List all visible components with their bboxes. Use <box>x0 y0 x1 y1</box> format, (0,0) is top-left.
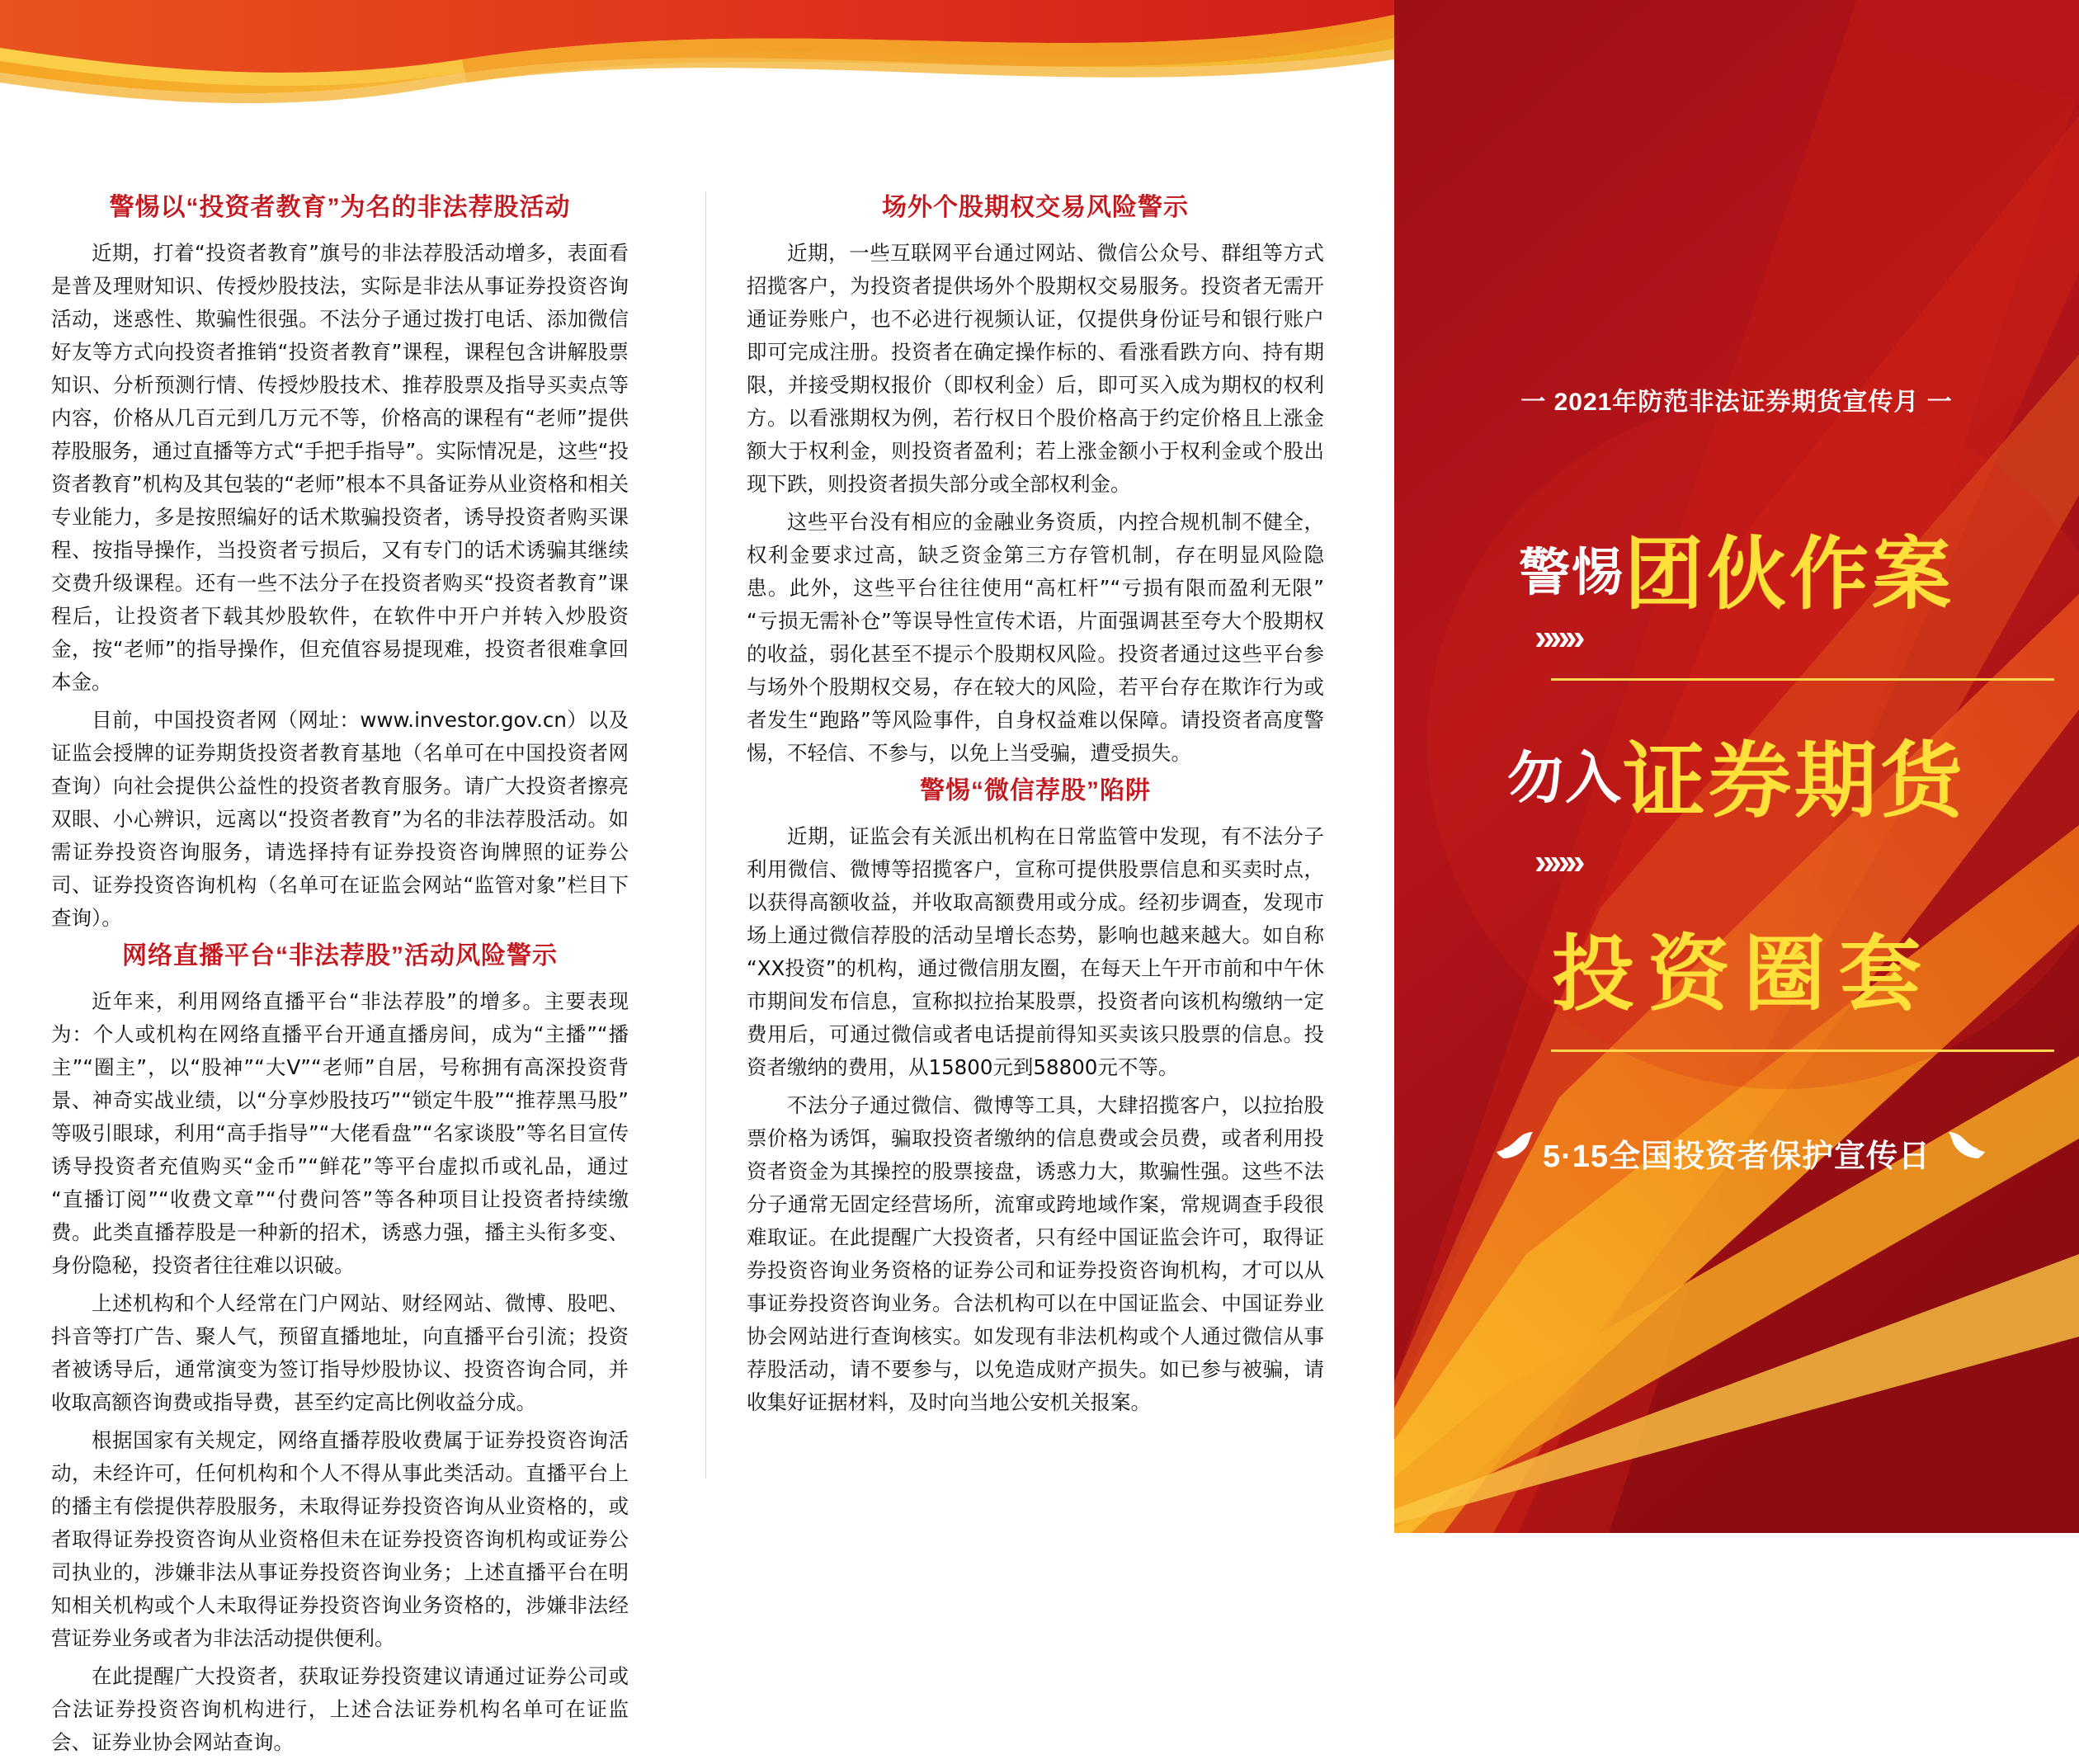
top-ribbon-decoration <box>0 0 1394 165</box>
paragraph: 上述机构和个人经常在门户网站、财经网站、微博、股吧、抖音等打广告、聚人气，预留直播地址，向直播平台引流；投资者被诱导后，通常演变为签订指导炒股协议、投资咨询合同，并收取高额咨询费或指导费，甚至约定高比例收益分成。 <box>51 1291 629 1414</box>
section-heading-4: 警惕“微信荐股”陷阱 <box>920 777 1151 804</box>
column-divider <box>705 191 706 1479</box>
paragraph: 在此提醒广大投资者，获取证券投资建议请通过证券公司或合法证券投资咨询机构进行，上述合法证券机构名单可在证监会、证券业协会网站查询。 <box>51 1664 629 1754</box>
paragraph: 近年来，利用网络直播平台“非法荐股”的增多。主要表现为：个人或机构在网络直播平台开通直播房间，成为“主播”“播主”“圈主”，以“股神”“大V”“老师”自居，号称拥有高深投资背景、神奇实战业绩，以“分享炒股技巧”“锁定牛股”“推荐黑马股”等吸引眼球，利用“高手指导”“大佬看盘”“名家谈股”等名目宣传诱导投资者充值购买“金币”“鲜花”等平台虚拟币或礼品，通过“直播订阅”“收费文章”“付费问答”等各种项目让投资者持续缴费。此类直播荐股是一种新的招术，诱惑力强，播主头衔多变、身份隐秘，投资者往往难以识破。 <box>51 989 629 1277</box>
poster-headline-2-small: 勿入 <box>1506 747 1623 810</box>
paragraph: 不法分子通过微信、微博等工具，大肆招揽客户，以拉抬股票价格为诱饵，骗取投资者缴纳的信息费或会员费，或者利用投资者资金为其操控的股票接盘，诱惑力大，欺骗性强。这些不法分子通常无固定经营场所，流窜或跨地域作案，常规调查手段很难取证。在此提醒广大投资者，只有经中国证监会许可，取得证券投资咨询业务资格的证券公司和证券投资咨询机构，才可以从事证券投资咨询业务。合法机构可以在中国证监会、中国证券业协会网站进行查询核实。如发现有非法机构或个人通过微信从事荐股活动，请不要参与，以免造成财产损失。如已参与被骗，请收集好证据材料，及时向当地公安机关报案。 <box>747 1093 1324 1414</box>
text-column-2 <box>747 191 1324 1424</box>
section-heading-3: 场外个股期权交易风险警示 <box>882 194 1189 221</box>
poster-panel <box>1394 0 2079 1533</box>
poster-headline-1-big: 团伙作案 <box>1624 531 1954 619</box>
paragraph: 根据国家有关规定，网络直播荐股收费属于证券投资咨询活动，未经许可，任何机构和个人不得从事此类活动。直播平台上的播主有偿提供荐股服务，未取得证券投资咨询从业资格的，或者取得证券投资咨询从业资格但未在证券投资咨询机构或证券公司执业的，涉嫌非法从事证券投资咨询业务；上述直播平台在明知相关机构或个人未取得证券投资咨询业务资格的，涉嫌非法经营证券业务或者为非法活动提供便利。 <box>51 1428 629 1650</box>
paragraph: 近期，一些互联网平台通过网站、微信公众号、群组等方式招揽客户，为投资者提供场外个股期权交易服务。投资者无需开通证券账户，也不必进行视频认证，仅提供身份证号和银行账户即可完成注册。投资者在确定操作标的、看涨看跌方向、持有期限，并接受期权报价（即权利金）后，即可买入成为期权的权利方。以看涨期权为例，若行权日个股价格高于约定价格且上涨金额大于权利金，则投资者盈利；若上涨金额小于权利金或个股出现下跌，则投资者损失部分或全部权利金。 <box>747 241 1324 496</box>
poster-headline-1-small: 警惕 <box>1518 545 1624 601</box>
poster-headline-line-2 <box>1394 715 2079 833</box>
poster-divider-rule-2 <box>1551 1049 2054 1052</box>
section-heading-1: 警惕以“投资者教育”为名的非法荐股活动 <box>109 194 571 221</box>
poster-divider-rule-1 <box>1551 678 2054 681</box>
poster-footer-text: 5·15全国投资者保护宣传日 <box>1542 1139 1931 1174</box>
paragraph: 近期，证监会有关派出机构在日常监管中发现，有不法分子利用微信、微博等招揽客户，宣称可提供股票信息和买卖时点，以获得高额收益，并收取高额费用或分成。经初步调查，发现市场上通过微信荐股的活动呈增长态势，影响也越来越大。如自称“XX投资”的机构，通过微信朋友圈，在每天上午开市前和中午休市期间发布信息，宣称拟拉抬某股票，投资者向该机构缴纳一定费用后，可通过微信或者电话提前得知买卖该只股票的信息。投资者缴纳的费用，从15800元到58800元不等。 <box>747 824 1324 1079</box>
section-heading-2: 网络直播平台“非法荐股”活动风险警示 <box>122 942 558 969</box>
paragraph: 目前，中国投资者网（网址：www.investor.gov.cn）以及证监会授牌的证券期货投资者教育基地（名单可在中国投资者网查询）向社会提供公益性的投资者教育服务。请广大投资者擦亮双眼、小心辨识，远离以“投资者教育”为名的非法荐股活动。如需证券投资咨询服务，请选择持有证券投资咨询牌照的证券公司、证券投资咨询机构（名单可在证监会网站“监管对象”栏目下查询）。 <box>51 708 629 930</box>
poster-headline-2-big: 证券期货 <box>1623 735 1966 828</box>
poster-headline-line-3: 投资圈套 <box>1552 928 1935 1021</box>
chevron-right-icon: »»» <box>1534 617 1581 658</box>
text-column-1 <box>51 191 629 1764</box>
paragraph: 这些平台没有相应的金融业务资质，内控合规机制不健全，权利金要求过高，缺乏资金第三方存管机制，存在明显风险隐患。此外，这些平台往往使用“高杠杆”“亏损有限而盈利无限”“亏损无需补仓”等误导性宣传术语，片面强调甚至夸大个股期权的收益，弱化甚至不提示个股期权风险。投资者通过这些平台参与场外个股期权交易，存在较大的风险，若平台存在欺诈行为或者发生“跑路”等风险事件，自身权益难以保障。请投资者高度警惕，不轻信、不参与，以免上当受骗，遭受损失。 <box>747 510 1324 765</box>
paragraph: 近期，打着“投资者教育”旗号的非法荐股活动增多，表面看是普及理财知识、传授炒股技法，实际是非法从事证券投资咨询活动，迷惑性、欺骗性很强。不法分子通过拨打电话、添加微信好友等方式向投资者推销“投资者教育”课程，课程包含讲解股票知识、分析预测行情、传授炒股技术、推荐股票及指导买卖点等内容，价格从几百元到几万元不等，价格高的课程有“老师”提供荐股服务，通过直播等方式“手把手指导”。实际情况是，这些“投资者教育”机构及其包装的“老师”根本不具备证券从业资格和相关专业能力，多是按照编好的话术欺骗投资者，诱导投资者购买课程、按指导操作，当投资者亏损后，又有专门的话术诱骗其继续交费升级课程。还有一些不法分子在投资者购买“投资者教育”课程后，让投资者下载其炒股软件，在软件中开户并转入炒股资金，按“老师”的指导操作，但充值容易提现难，投资者很难拿回本金。 <box>51 241 629 694</box>
poster-subtitle: 一 2021年防范非法证券期货宣传月 一 <box>1520 389 1953 416</box>
chevron-right-icon-2: »»» <box>1534 842 1581 882</box>
poster-headline-line-1 <box>1394 512 2079 625</box>
poster-content <box>1394 0 2079 1533</box>
